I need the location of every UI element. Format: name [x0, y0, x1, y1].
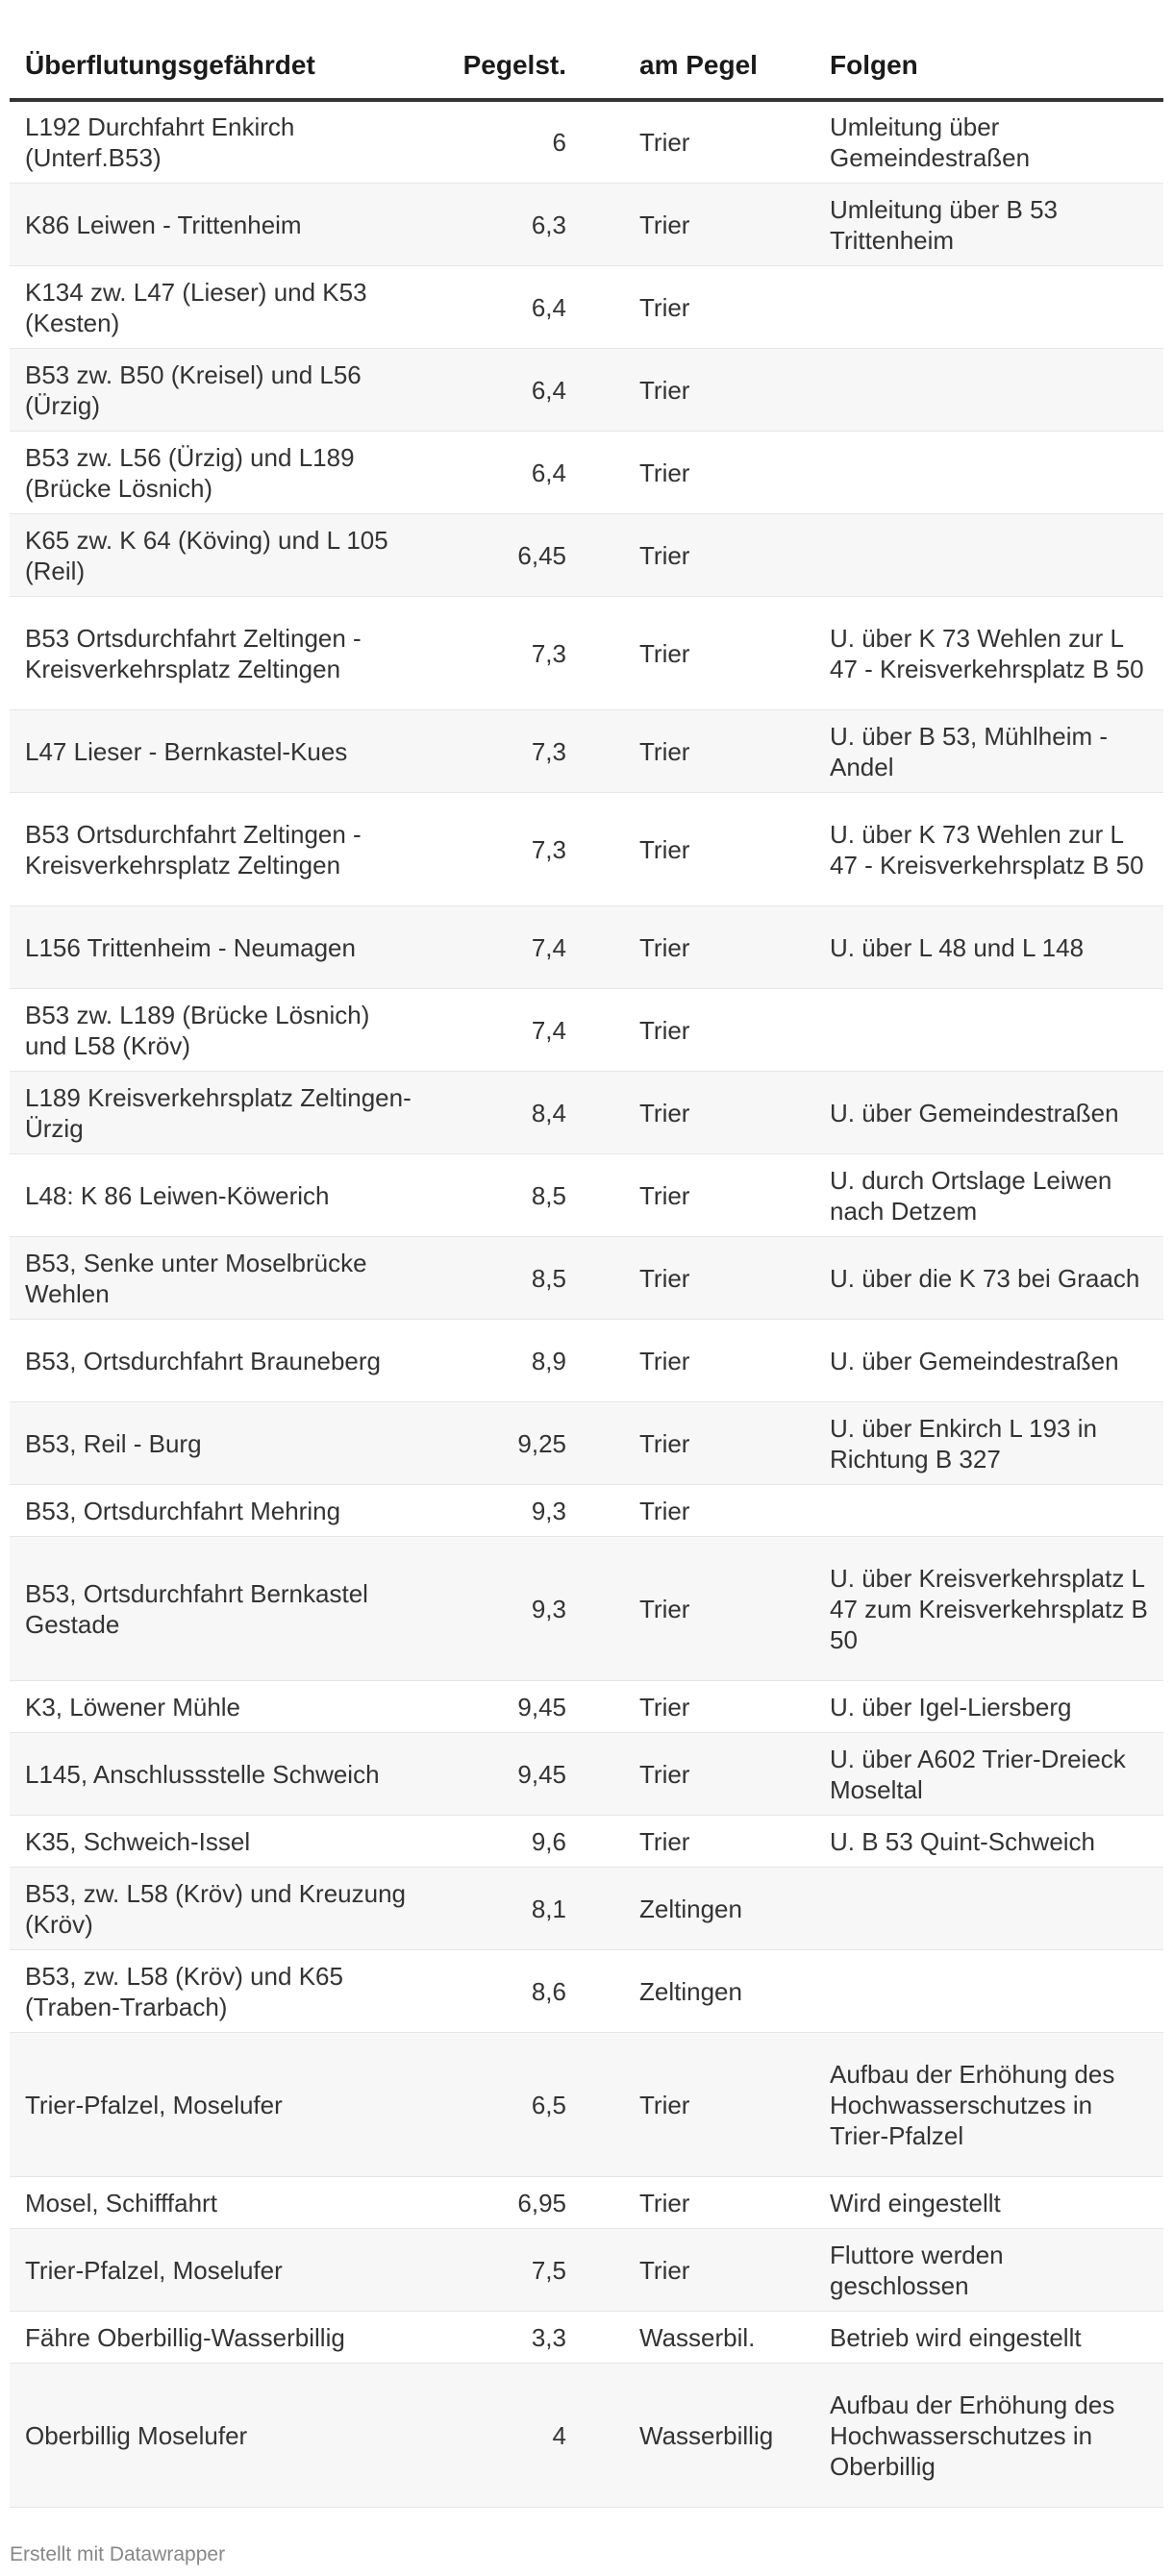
table-row	[10, 1237, 1163, 1320]
cell-gauge: Trier	[582, 1072, 814, 1154]
table-row	[10, 1868, 1163, 1950]
cell-level: 8,9	[433, 1320, 582, 1402]
cell-area: L156 Trittenheim - Neumagen	[10, 906, 433, 989]
cell-gauge: Trier	[582, 2229, 814, 2312]
cell-gauge: Zeltingen	[582, 1950, 814, 2033]
cell-level: 9,6	[433, 1816, 582, 1868]
table-header	[10, 17, 1163, 100]
cell-consequences	[814, 432, 1163, 514]
cell-consequences: Umleitung über Gemeindestraßen	[814, 100, 1163, 184]
cell-level: 6	[433, 100, 582, 184]
cell-gauge: Wasserbillig	[582, 2364, 814, 2508]
cell-consequences: U. B 53 Quint-Schweich	[814, 1816, 1163, 1868]
cell-gauge: Zeltingen	[582, 1868, 814, 1950]
cell-consequences: Wird eingestellt	[814, 2177, 1163, 2229]
cell-consequences	[814, 1868, 1163, 1950]
cell-area: B53 Ortsdurchfahrt Zeltingen - Kreisverkehrsplatz Zeltingen	[10, 597, 433, 710]
cell-area: L47 Lieser - Bernkastel-Kues	[10, 710, 433, 793]
cell-area: Trier-Pfalzel, Moselufer	[10, 2033, 433, 2177]
cell-gauge: Trier	[582, 349, 814, 432]
table-body	[10, 100, 1163, 2508]
table-row	[10, 2033, 1163, 2177]
cell-area: K35, Schweich-Issel	[10, 1816, 433, 1868]
table-row	[10, 1681, 1163, 1733]
table-row	[10, 432, 1163, 514]
table-row	[10, 1816, 1163, 1868]
table-row	[10, 514, 1163, 597]
table-row	[10, 2312, 1163, 2364]
cell-consequences	[814, 1950, 1163, 2033]
cell-consequences: U. über Gemeindestraßen	[814, 1072, 1163, 1154]
table-row	[10, 2177, 1163, 2229]
footer-credit: Erstellt mit Datawrapper	[10, 2543, 226, 2565]
cell-gauge: Trier	[582, 597, 814, 710]
cell-gauge: Trier	[582, 1537, 814, 1681]
table-row	[10, 989, 1163, 1072]
cell-gauge: Trier	[582, 1154, 814, 1237]
cell-level: 9,3	[433, 1537, 582, 1681]
cell-area: K3, Löwener Mühle	[10, 1681, 433, 1733]
cell-consequences: U. über die K 73 bei Graach	[814, 1237, 1163, 1320]
table-row	[10, 793, 1163, 906]
table-row	[10, 266, 1163, 349]
table-row	[10, 1320, 1163, 1402]
cell-level: 7,4	[433, 906, 582, 989]
table-row	[10, 349, 1163, 432]
cell-level: 9,45	[433, 1681, 582, 1733]
cell-area: B53, Ortsdurchfahrt Bernkastel Gestade	[10, 1537, 433, 1681]
cell-area: Oberbillig Moselufer	[10, 2364, 433, 2508]
cell-area: L48: K 86 Leiwen-Köwerich	[10, 1154, 433, 1237]
cell-area: B53, Reil - Burg	[10, 1402, 433, 1485]
cell-level: 9,45	[433, 1733, 582, 1816]
cell-gauge: Wasserbil.	[582, 2312, 814, 2364]
cell-level: 9,3	[433, 1485, 582, 1537]
cell-level: 6,4	[433, 349, 582, 432]
cell-gauge: Trier	[582, 2033, 814, 2177]
table-row	[10, 1402, 1163, 1485]
cell-area: B53 zw. L189 (Brücke Lösnich) und L58 (Kröv)	[10, 989, 433, 1072]
cell-level: 6,95	[433, 2177, 582, 2229]
cell-consequences: Aufbau der Erhöhung des Hochwasserschutzes in Oberbillig	[814, 2364, 1163, 2508]
cell-consequences: U. über L 48 und L 148	[814, 906, 1163, 989]
table-row	[10, 1537, 1163, 1681]
cell-consequences: U. über Gemeindestraßen	[814, 1320, 1163, 1402]
header-row	[10, 17, 1163, 100]
cell-area: L189 Kreisverkehrsplatz Zeltingen-Ürzig	[10, 1072, 433, 1154]
cell-consequences: U. durch Ortslage Leiwen nach Detzem	[814, 1154, 1163, 1237]
cell-area: K86 Leiwen - Trittenheim	[10, 184, 433, 266]
cell-gauge: Trier	[582, 100, 814, 184]
cell-gauge: Trier	[582, 1320, 814, 1402]
cell-consequences	[814, 1485, 1163, 1537]
cell-gauge: Trier	[582, 266, 814, 349]
cell-level: 8,5	[433, 1237, 582, 1320]
cell-consequences: U. über A602 Trier-Dreieck Moseltal	[814, 1733, 1163, 1816]
table-row	[10, 2229, 1163, 2312]
cell-area: K134 zw. L47 (Lieser) und K53 (Kesten)	[10, 266, 433, 349]
cell-level: 8,4	[433, 1072, 582, 1154]
cell-level: 7,3	[433, 793, 582, 906]
cell-consequences: U. über Igel-Liersberg	[814, 1681, 1163, 1733]
cell-gauge: Trier	[582, 793, 814, 906]
cell-consequences: U. über Kreisverkehrsplatz L 47 zum Kreisverkehrsplatz B 50	[814, 1537, 1163, 1681]
cell-gauge: Trier	[582, 432, 814, 514]
cell-area: B53, zw. L58 (Kröv) und Kreuzung (Kröv)	[10, 1868, 433, 1950]
cell-area: B53, Senke unter Moselbrücke Wehlen	[10, 1237, 433, 1320]
table-row	[10, 597, 1163, 710]
cell-level: 4	[433, 2364, 582, 2508]
cell-level: 6,4	[433, 266, 582, 349]
cell-level: 7,4	[433, 989, 582, 1072]
cell-area: K65 zw. K 64 (Köving) und L 105 (Reil)	[10, 514, 433, 597]
cell-level: 7,3	[433, 710, 582, 793]
cell-level: 6,5	[433, 2033, 582, 2177]
cell-area: B53 Ortsdurchfahrt Zeltingen - Kreisverkehrsplatz Zeltingen	[10, 793, 433, 906]
cell-consequences	[814, 266, 1163, 349]
cell-consequences: U. über K 73 Wehlen zur L 47 - Kreisverkehrsplatz B 50	[814, 793, 1163, 906]
cell-area: B53 zw. B50 (Kreisel) und L56 (Ürzig)	[10, 349, 433, 432]
cell-area: Trier-Pfalzel, Moselufer	[10, 2229, 433, 2312]
table-row	[10, 1733, 1163, 1816]
cell-gauge: Trier	[582, 1402, 814, 1485]
cell-area: L192 Durchfahrt Enkirch (Unterf.B53)	[10, 100, 433, 184]
table-row	[10, 1154, 1163, 1237]
cell-consequences	[814, 514, 1163, 597]
cell-area: B53, Ortsdurchfahrt Brauneberg	[10, 1320, 433, 1402]
cell-consequences: U. über K 73 Wehlen zur L 47 - Kreisverkehrsplatz B 50	[814, 597, 1163, 710]
cell-consequences: Umleitung über B 53 Trittenheim	[814, 184, 1163, 266]
cell-consequences: Betrieb wird eingestellt	[814, 2312, 1163, 2364]
cell-level: 6,3	[433, 184, 582, 266]
cell-area: B53, zw. L58 (Kröv) und K65 (Traben-Trarbach)	[10, 1950, 433, 2033]
cell-gauge: Trier	[582, 1733, 814, 1816]
table-row	[10, 1950, 1163, 2033]
flood-table	[10, 17, 1163, 2508]
table-row	[10, 2364, 1163, 2508]
cell-gauge: Trier	[582, 1816, 814, 1868]
cell-gauge: Trier	[582, 1485, 814, 1537]
column-header-level[interactable]: Pegelst.	[433, 17, 582, 100]
cell-gauge: Trier	[582, 710, 814, 793]
column-header-gauge[interactable]: am Pegel	[582, 17, 814, 100]
cell-level: 8,5	[433, 1154, 582, 1237]
cell-level: 3,3	[433, 2312, 582, 2364]
cell-level: 6,45	[433, 514, 582, 597]
cell-level: 7,5	[433, 2229, 582, 2312]
cell-area: Mosel, Schifffahrt	[10, 2177, 433, 2229]
cell-gauge: Trier	[582, 1681, 814, 1733]
cell-consequences: Fluttore werden geschlossen	[814, 2229, 1163, 2312]
cell-consequences: U. über B 53, Mühlheim - Andel	[814, 710, 1163, 793]
cell-level: 8,6	[433, 1950, 582, 2033]
cell-gauge: Trier	[582, 989, 814, 1072]
cell-level: 8,1	[433, 1868, 582, 1950]
table-row	[10, 184, 1163, 266]
cell-level: 6,4	[433, 432, 582, 514]
cell-gauge: Trier	[582, 514, 814, 597]
cell-area: B53 zw. L56 (Ürzig) und L189 (Brücke Lösnich)	[10, 432, 433, 514]
cell-level: 9,25	[433, 1402, 582, 1485]
table-row	[10, 906, 1163, 989]
table-row	[10, 1072, 1163, 1154]
cell-gauge: Trier	[582, 184, 814, 266]
table-row	[10, 1485, 1163, 1537]
cell-area: B53, Ortsdurchfahrt Mehring	[10, 1485, 433, 1537]
cell-gauge: Trier	[582, 1237, 814, 1320]
table-row	[10, 710, 1163, 793]
cell-consequences: Aufbau der Erhöhung des Hochwasserschutzes in Trier-Pfalzel	[814, 2033, 1163, 2177]
cell-gauge: Trier	[582, 906, 814, 989]
cell-gauge: Trier	[582, 2177, 814, 2229]
cell-area: L145, Anschlussstelle Schweich	[10, 1733, 433, 1816]
table-row	[10, 100, 1163, 184]
cell-level: 7,3	[433, 597, 582, 710]
column-header-area[interactable]: Überflutungsgefährdet	[10, 17, 433, 100]
column-header-consequences[interactable]: Folgen	[814, 17, 1163, 100]
cell-area: Fähre Oberbillig-Wasserbillig	[10, 2312, 433, 2364]
cell-consequences	[814, 349, 1163, 432]
cell-consequences	[814, 989, 1163, 1072]
cell-consequences: U. über Enkirch L 193 in Richtung B 327	[814, 1402, 1163, 1485]
